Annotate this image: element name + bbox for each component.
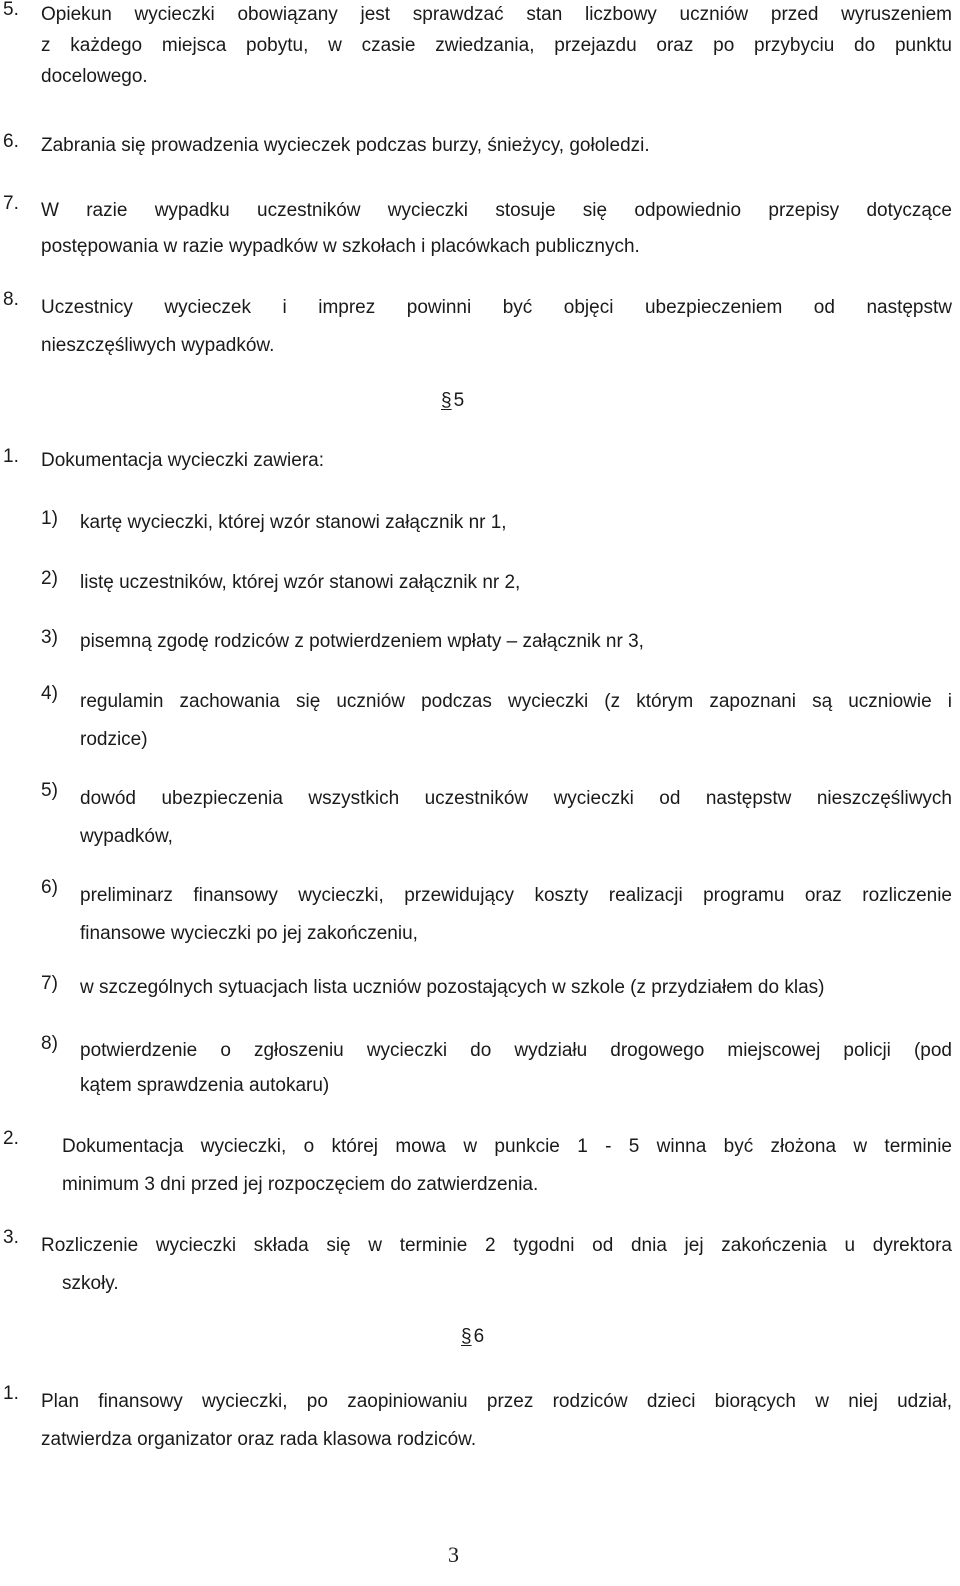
section-number: 5 — [453, 390, 465, 411]
item-number: 4) — [41, 683, 58, 704]
item-number: 8) — [41, 1033, 58, 1054]
item-text: Opiekun wycieczki obowiązany jest sprawdzać stan liczbowy uczniów przed wyruszeniem z każdego miejsca pobytu, w czasie zwiedzania, przejazdu oraz po przybyciu do punktu docelowego. — [41, 4, 952, 87]
item-number: 2. — [3, 1128, 19, 1149]
item-number: 3) — [41, 627, 58, 648]
item-number: 7. — [3, 193, 19, 214]
section-heading — [441, 390, 464, 412]
item-text: regulamin zachowania się uczniów podczas wycieczki (z którym zapoznani są uczniowie i rodzice) — [80, 691, 952, 750]
item-number: 2) — [41, 568, 58, 589]
section-number: 6 — [473, 1326, 485, 1347]
item-number: 8. — [3, 289, 19, 310]
item-number: 3. — [3, 1227, 19, 1248]
item-text: w szczególnych sytuacjach lista uczniów pozostających w szkole (z przydziałem do klas) — [80, 977, 825, 998]
item-text: Dokumentacja wycieczki zawiera: — [41, 450, 324, 471]
item-number: 1. — [3, 1383, 19, 1404]
item-number: 6) — [41, 877, 58, 898]
item-number: 1) — [41, 508, 58, 529]
item-text: Zabrania się prowadzenia wycieczek podczas burzy, śnieżycy, gołoledzi. — [41, 135, 650, 156]
item-number: 5) — [41, 780, 58, 801]
item-text: Plan finansowy wycieczki, po zaopiniowaniu przez rodziców dzieci biorących w niej udział, zatwierdza organizator oraz rada klasowa rodziców. — [41, 1391, 952, 1450]
item-text: W razie wypadku uczestników wycieczki stosuje się odpowiednio przepisy dotyczące postępowania w razie wypadków w szkołach i placówkach publicznych. — [41, 200, 952, 257]
page-number: 3 — [448, 1542, 459, 1567]
item-text: preliminarz finansowy wycieczki, przewidujący koszty realizacji programu oraz rozliczenie finansowe wycieczki po jej zakończeniu, — [80, 885, 952, 944]
item-text: Dokumentacja wycieczki, o której mowa w punkcie 1 - 5 winna być złożona w terminie minimum 3 dni przed jej rozpoczęciem do zatwierdzenia. — [62, 1136, 952, 1195]
item-number: 6. — [3, 131, 19, 152]
item-text: kartę wycieczki, której wzór stanowi załącznik nr 1, — [80, 512, 507, 533]
item-text: listę uczestników, której wzór stanowi załącznik nr 2, — [80, 572, 521, 593]
paragraph-symbol: § — [461, 1326, 472, 1347]
item-number: 1. — [3, 446, 19, 467]
item-number: 5. — [3, 0, 19, 20]
item-text: Uczestnicy wycieczek i imprez powinni być objęci ubezpieczeniem od następstw nieszczęśliwych wypadków. — [41, 297, 952, 356]
item-text: potwierdzenie o zgłoszeniu wycieczki do wydziału drogowego miejscowej policji (pod kątem sprawdzenia autokaru) — [80, 1040, 952, 1096]
item-number: 7) — [41, 973, 58, 994]
item-text: Rozliczenie wycieczki składa się w terminie 2 tygodni od dnia jej zakończenia u dyrektora szkoły. — [41, 1235, 952, 1294]
item-text: pisemną zgodę rodziców z potwierdzeniem wpłaty – załącznik nr 3, — [80, 631, 644, 652]
item-text: dowód ubezpieczenia wszystkich uczestników wycieczki od następstw nieszczęśliwych wypadków, — [80, 788, 952, 847]
section-heading — [461, 1326, 484, 1348]
paragraph-symbol: § — [441, 390, 452, 411]
